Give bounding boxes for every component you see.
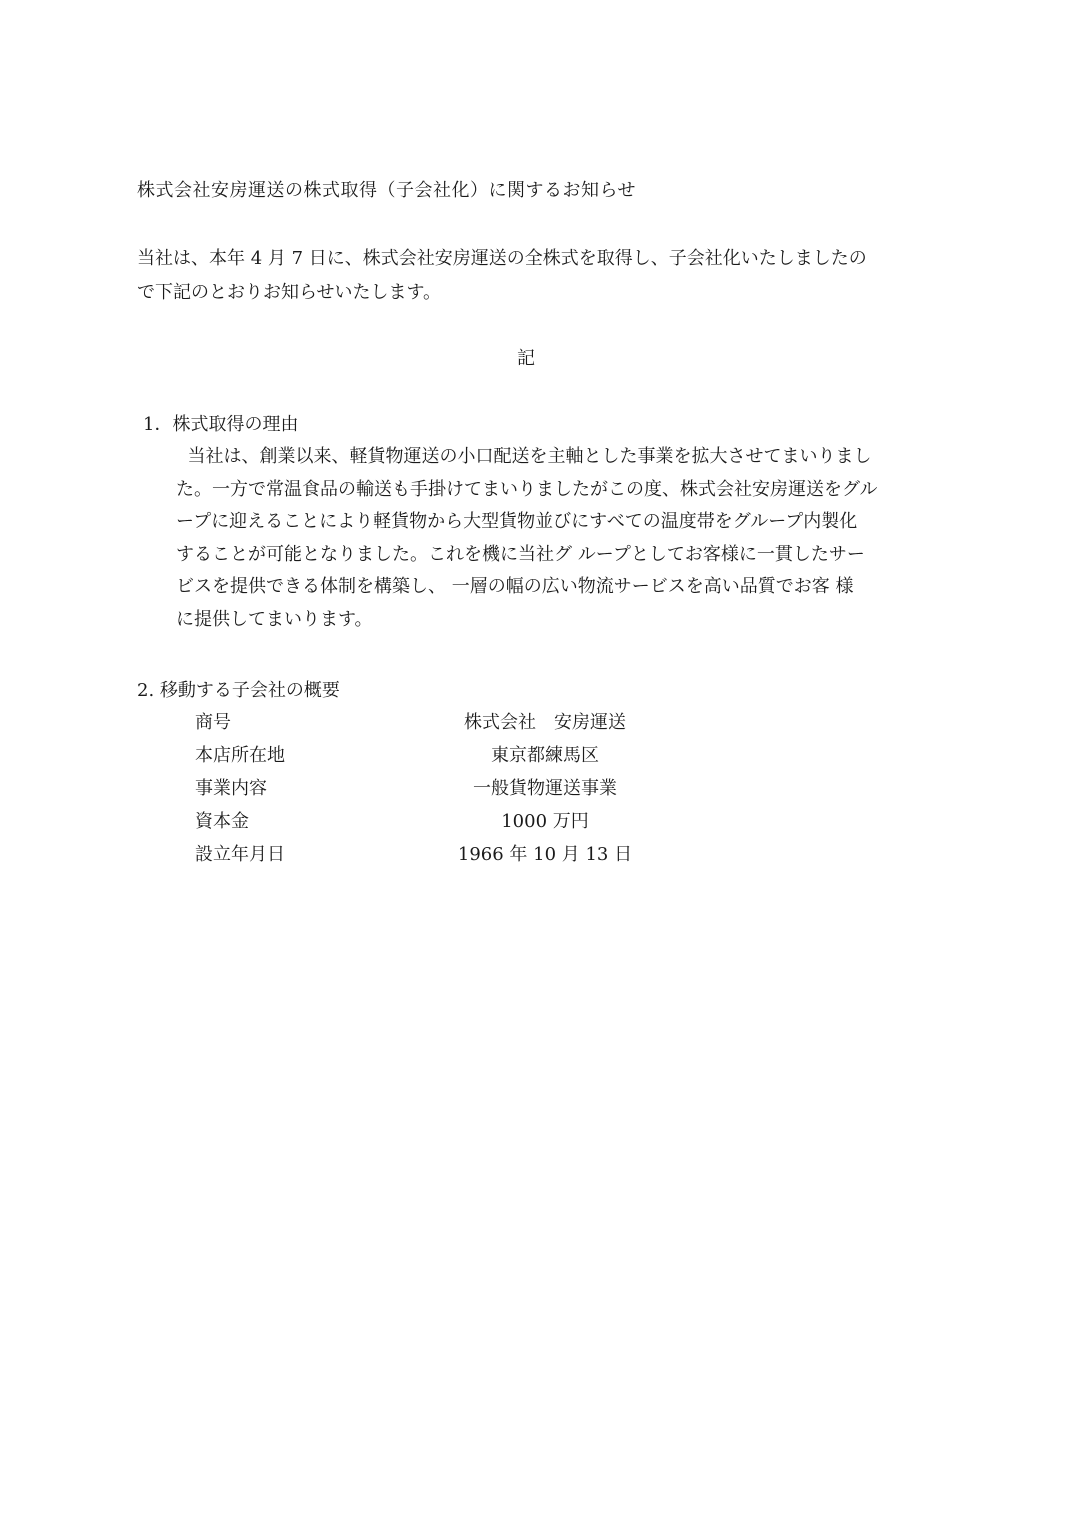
section1-line: することが可能となりました。これを機に当社グ ループとしてお客様に一貫したサー: [176, 543, 865, 565]
overview-value: 1966 年 10 月 13 日: [457, 844, 633, 865]
overview-value: 株式会社 安房運送: [464, 712, 626, 733]
overview-value: 1000 万円: [501, 811, 589, 832]
overview-row-trade-name: [195, 706, 695, 739]
section1-heading: 1．株式取得の理由: [143, 414, 299, 435]
section1-line: ビスを提供できる体制を構築し、 一層の幅の広い物流サービスを高い品質でお客 様: [176, 576, 854, 597]
ki-marker: 記: [517, 348, 535, 369]
intro-line: で下記のとおりお知らせいたします。: [137, 282, 442, 303]
document-title: 株式会社安房運送の株式取得（子会社化）に関するお知らせ: [137, 180, 636, 201]
overview-label: 資本金: [195, 811, 249, 832]
company-overview-table: [195, 706, 695, 871]
intro-paragraph: [137, 242, 927, 310]
section1-line: た。一方で常温食品の輸送も手掛けてまいりましたがこの度、株式会社安房運送をグル: [176, 478, 878, 500]
overview-label: 事業内容: [195, 778, 267, 799]
intro-line: 当社は、本年 4 月 7 日に、株式会社安房運送の全株式を取得し、子会社化いたしましたの: [137, 248, 867, 269]
section1-line: 当社は、創業以来、軽貨物運送の小口配送を主軸とした事業を拡大させてまいりまし: [176, 446, 872, 467]
overview-value: 一般貨物運送事業: [473, 778, 617, 799]
overview-row-business: [195, 772, 695, 805]
overview-label: 本店所在地: [195, 745, 285, 766]
overview-row-established: [195, 838, 695, 871]
section2-heading: 2. 移動する子会社の概要: [137, 680, 340, 701]
section1-line: ープに迎えることにより軽貨物から大型貨物並びにすべての温度帯をグループ内製化: [176, 511, 858, 532]
section1-line: に提供してまいります。: [176, 608, 373, 630]
overview-value: 東京都練馬区: [491, 745, 599, 766]
overview-row-head-office: [195, 739, 695, 772]
overview-row-capital: [195, 805, 695, 838]
overview-label: 商号: [195, 712, 231, 733]
overview-label: 設立年月日: [195, 844, 285, 865]
section1-body: [176, 441, 926, 636]
